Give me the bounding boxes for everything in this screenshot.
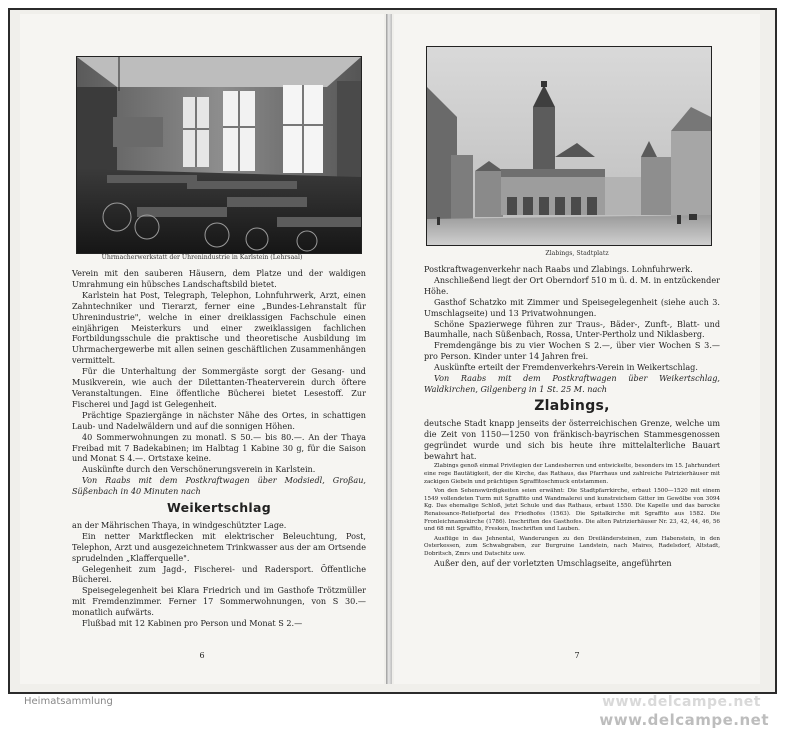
photo-caption: Uhrmacherwerkstatt der Uhrenindustrie in Karlstein (Lehrsaal) xyxy=(101,254,303,261)
paragraph: Gelegenheit zum Jagd-, Fischerei- und Radersport. Öffentliche Bücherei. xyxy=(72,563,366,585)
workshop-illustration xyxy=(77,57,361,253)
watermark: www.delcampe.net xyxy=(599,711,769,729)
travel-note: Von Raabs mit dem Postkraftwagen über Modsiedl, Großau, Süßenbach in 40 Minuten nach xyxy=(72,475,366,497)
paragraph: Für die Unterhaltung der Sommergäste sorgt der Gesang- und Musikverein, wie auch der Dilettanten-Theaterverein durch öftere Veranstaltungen. Eine öffentliche Bücherei bietet Lesestoff. Zur Fischerei und Jagd ist Gelegenheit. xyxy=(72,366,366,409)
paragraph: Auskünfte durch den Verschönerungsverein in Karlstein. xyxy=(82,464,316,475)
book-spine xyxy=(386,14,392,684)
watermark: www.delcampe.net xyxy=(602,694,761,710)
small-paragraph: Ausflüge in das Jehnental, Wanderungen zu den Dreiländersteinen, zum Habenstein, in den Osterkessen, zum Schwabgraben, zur Burgruine Landstein, nach Maires, Radelsdorf, Altstadt, Dobritsch, Zmrs und Datschitz usw. xyxy=(424,535,720,557)
left-page xyxy=(20,14,384,684)
photo-caption: Zlabings, Stadtplatz xyxy=(545,250,609,257)
section-heading: Zlabings, xyxy=(534,397,610,414)
credit-label: Heimatsammlung xyxy=(24,696,113,707)
paragraph: Prächtige Spaziergänge in nächster Nähe des Ortes, in schattigen Laub- und Nadelwäldern und auf die sonnigen Höhen. xyxy=(72,409,366,431)
left-body-text xyxy=(72,268,366,629)
page-number: 7 xyxy=(574,651,580,660)
small-paragraph: Von den Sehenswürdigkeiten seien erwähnt: Die Stadtpfarrkirche, erbaut 1500—1520 mit einem 1549 vollendeten Turm mit Sgraffito und Wandmalerei und kunstreichem Gitter im Gewölbe von 3094 Kg. Das ehemalige Schloß, jetzt Schule und das Rathaus, erbaut 1550. Die Kapelle und das barocke Renaissance-Reliefportal des Friedhofes (1563). Die Spitalkirche mit Sgraffito aus 1582. Die Fronleichnamskirche (1786). Inschriften des Gasthofes. Die alten Patrizierhäuser Nr. 23, 42, 44, 46, 56 und 68 mit Sgraffito, Fresken, Inschriften und Lauben. xyxy=(424,488,720,533)
right-body-text xyxy=(424,264,720,569)
right-page xyxy=(394,14,760,684)
section-heading: Weikertschlag xyxy=(166,500,272,516)
paragraph: Anschließend liegt der Ort Oberndorf 510 m ü. d. M. in entzückender Höhe. xyxy=(424,274,720,296)
small-paragraph: Zlabings genoß einmal Privilegien der Landesherren und entwickelte, besonders im 15. Jahrhundert eine rege Bautätigkeit, der die Kirche, das Rathaus, das Pfarrhaus und zahlreiche Patrizierhäuser mit zackigen Giebeln und prächtigen Sgraffitoschmuck entstammen. xyxy=(424,463,720,485)
town-square-photo xyxy=(426,46,712,246)
paragraph: Schöne Spazierwege führen zur Traus-, Bäder-, Zunft-, Blatt- und Baumhalle, nach Süßenbach, Rossa, Unter-Pertholz und Niklasberg. xyxy=(424,318,720,340)
workshop-photo xyxy=(76,56,362,254)
paragraph: 40 Sommerwohnungen zu monatl. S 50.— bis 80.—. An der Thaya Freibad mit 7 Badekabinen; im Halbtag 1 Kabine 30 g, für die Saison und Monat S 4.—. Ortstaxe keine. xyxy=(72,431,366,464)
paragraph: Postkraftwagenverkehr nach Raabs und Zlabings. Lohnfuhrwerk. xyxy=(424,264,693,274)
town-square-illustration xyxy=(427,47,711,245)
paragraph: Verein mit den sauberen Häusern, dem Platze und der waldigen Umrahmung ein hübsches Landschaftsbild bietet. xyxy=(72,268,366,289)
page-number: 6 xyxy=(199,651,205,660)
paragraph: an der Mährischen Thaya, in windgeschützter Lage. xyxy=(72,519,287,530)
paragraph: Ein netter Marktflecken mit elektrischer Beleuchtung, Post, Telephon, Arzt und ausgezeichnetem Trinkwasser aus der am Ortsende sprudelnden „Klafferquelle". xyxy=(72,530,366,563)
paragraph: deutsche Stadt knapp jenseits der österreichischen Grenze, welche um die Zeit von 1150—1250 von fränkisch-bayrischen Stammesgenossen gegründet wurde und sich bis heute ihre mittelalterliche Bauart bewahrt hat. xyxy=(424,417,720,461)
paragraph: Auskünfte erteilt der Fremdenverkehrs-Verein in Weikertschlag. xyxy=(434,362,698,373)
paragraph: Flußbad mit 12 Kabinen pro Person und Monat S 2.— xyxy=(82,618,303,629)
paragraph: Karlstein hat Post, Telegraph, Telephon, Lohnfuhrwerk, Arzt, einen Zahntechniker und Tierarzt, ferner eine „Bundes-Lehranstalt für Uhrenindustrie", welche in einer dreiklassigen Fachschule einen einjährigen Meisterkurs und einer zweiklassigen fachlichen Fortbildungsschule die praktische und theoretische Ausbildung im Uhrmachergewerbe mit allen seinen geschäftlichen Zusammenhängen vermittelt. xyxy=(72,289,366,366)
paragraph: Fremdengänge bis zu vier Wochen S 2.—, über vier Wochen S 3.— pro Person. Kinder unter 14 Jahren frei. xyxy=(424,340,720,362)
travel-note: Von Raabs mit dem Postkraftwagen über Weikertschlag, Waldkirchen, Gilgenberg in 1 St. 25 M. nach xyxy=(424,373,720,394)
paragraph: Gasthof Schatzko mit Zimmer und Speisegelegenheit (siehe auch 3. Umschlagseite) und 13 Privatwohnungen. xyxy=(424,296,720,318)
paragraph: Speisegelegenheit bei Klara Friedrich und im Gasthofe Trötzmüller mit Fremdenzimmer. Ferner 17 Sommerwohnungen, von S 30.— monatlich aufwärts. xyxy=(72,585,366,618)
paragraph: Außer den, auf der vorletzten Umschlagseite, angeführten xyxy=(434,558,672,568)
